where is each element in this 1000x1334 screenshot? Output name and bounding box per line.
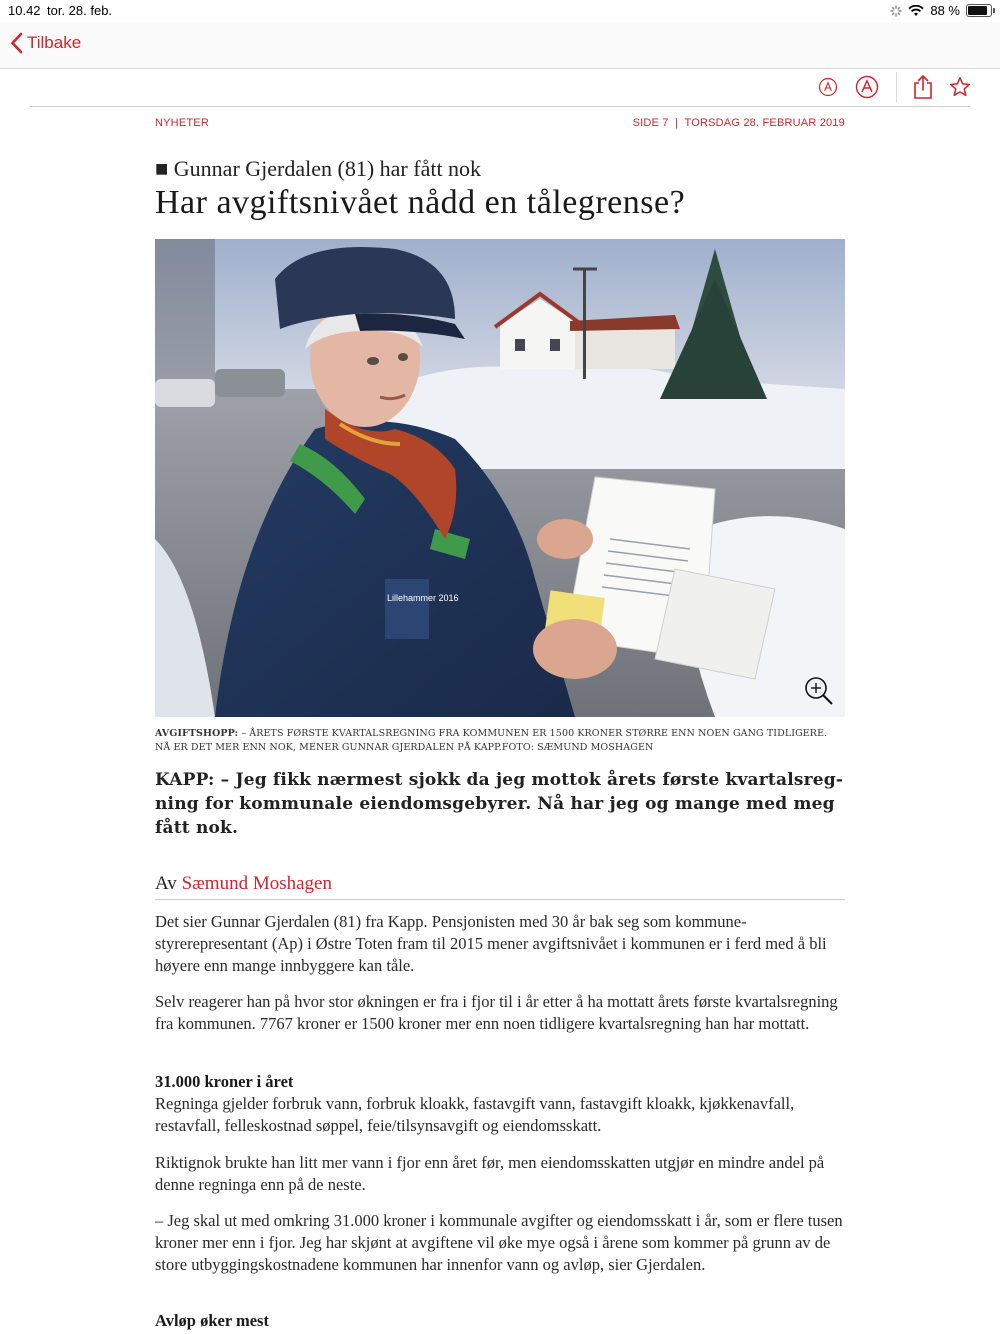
font-smaller-icon[interactable] bbox=[818, 77, 838, 97]
subheading: 31.000 kroner i året bbox=[155, 1072, 294, 1091]
caption-text: – ÅRETS FØRSTE KVARTALSREGNING FRA KOMMUNEN ER 1500 KRONER STØRRE ENN NOEN GANG TIDLIGERE. NÅ ER DET MER ENN NOK, MENER GUNNAR GJERDALEN PÅ KAPP.FOTO: SÆMUND MOSHAGEN bbox=[155, 728, 828, 753]
battery-icon bbox=[966, 4, 992, 17]
battery-percent: 88 % bbox=[930, 3, 960, 18]
font-larger-icon[interactable] bbox=[855, 75, 879, 99]
back-button-label: Tilbake bbox=[27, 33, 82, 52]
photo-illustration bbox=[155, 239, 845, 717]
chevron-left-icon bbox=[10, 32, 23, 54]
body-paragraph: Regninga gjelder forbruk vann, forbruk kloakk, fastavgift vann, fastavgift kloakk, kjøkkenavfall, restavfall, felleskostnad søppel, feie/tilsynsavgift og eiendomsskatt. bbox=[155, 1094, 795, 1135]
status-bar bbox=[0, 0, 1000, 22]
star-icon[interactable] bbox=[949, 76, 971, 98]
share-icon[interactable] bbox=[912, 74, 934, 100]
status-right bbox=[890, 3, 992, 18]
byline bbox=[155, 873, 845, 900]
loading-spinner-icon bbox=[890, 5, 902, 17]
navigation-bar bbox=[0, 22, 1000, 69]
jacket-print: Lillehammer 2016 bbox=[387, 593, 459, 603]
body-paragraph: – Jeg skal ut med omkring 31.000 kroner i kommunale avgifter og eiendomsskatt i år, som er flere tusen kroner mer enn i fjor. Jeg har skjønt at avgiftene vil øke mye også i årene som kommer på grunn av de store utbyggingskostnadene kommunen har innenfor vann og avløp, sier Gjerdalen. bbox=[155, 1211, 843, 1274]
body-paragraph: Det sier Gunnar Gjerdalen (81) fra Kapp. Pensjonisten med 30 år bak seg som kommunestyrerepresentant (Ap) i Østre Toten fram til 2015 mener avgiftsnivået i kommunen er i ferd med å bli høyere enn mange innbyggere kan tåle. bbox=[155, 912, 827, 975]
page-header bbox=[155, 117, 845, 129]
wifi-icon bbox=[908, 5, 924, 17]
article-kicker: ■ Gunnar Gjerdalen (81) har fått nok bbox=[155, 156, 482, 181]
body-paragraph: Riktignok brukte han litt mer vann i fjor enn året før, men eiendomsskatten utgjør en mindre andel på denne regninga enn på de neste. bbox=[155, 1153, 825, 1194]
back-button[interactable] bbox=[10, 32, 81, 54]
byline-author[interactable]: Sæmund Moshagen bbox=[181, 873, 332, 894]
byline-prefix: Av bbox=[155, 873, 177, 894]
article-headline: Har avgiftsnivået nådd en tålegrense? bbox=[155, 184, 686, 221]
caption-lead: AVGIFTSHOPP: bbox=[155, 728, 239, 739]
article-photo[interactable] bbox=[155, 239, 845, 717]
article-ingress: KAPP: – Jeg fikk nærmest sjokk da jeg mottok årets første kvartalsregning for kommunale eiendomsgebyrer. Nå har jeg og mange med meg fått nok. bbox=[155, 770, 843, 838]
photo-caption bbox=[155, 727, 845, 755]
status-date: tor. 28. feb. bbox=[47, 3, 113, 18]
reader-toolbar bbox=[30, 68, 970, 107]
toolbar-separator bbox=[896, 72, 897, 102]
body-paragraph: Selv reagerer han på hvor stor økningen er fra i fjor til i år etter å ha mottatt årets første kvartalsregning fra kommunen. 7767 kroner er 1500 kroner mer enn noen tidligere kvartalsregning han har mottatt. bbox=[155, 992, 838, 1033]
section-label: NYHETER bbox=[155, 117, 209, 129]
subheading: Avløp øker mest bbox=[155, 1311, 269, 1330]
page-meta: SIDE 7 | TORSDAG 28. FEBRUAR 2019 bbox=[632, 117, 845, 129]
status-time: 10.42 bbox=[8, 3, 41, 18]
battery-fill bbox=[968, 6, 987, 15]
